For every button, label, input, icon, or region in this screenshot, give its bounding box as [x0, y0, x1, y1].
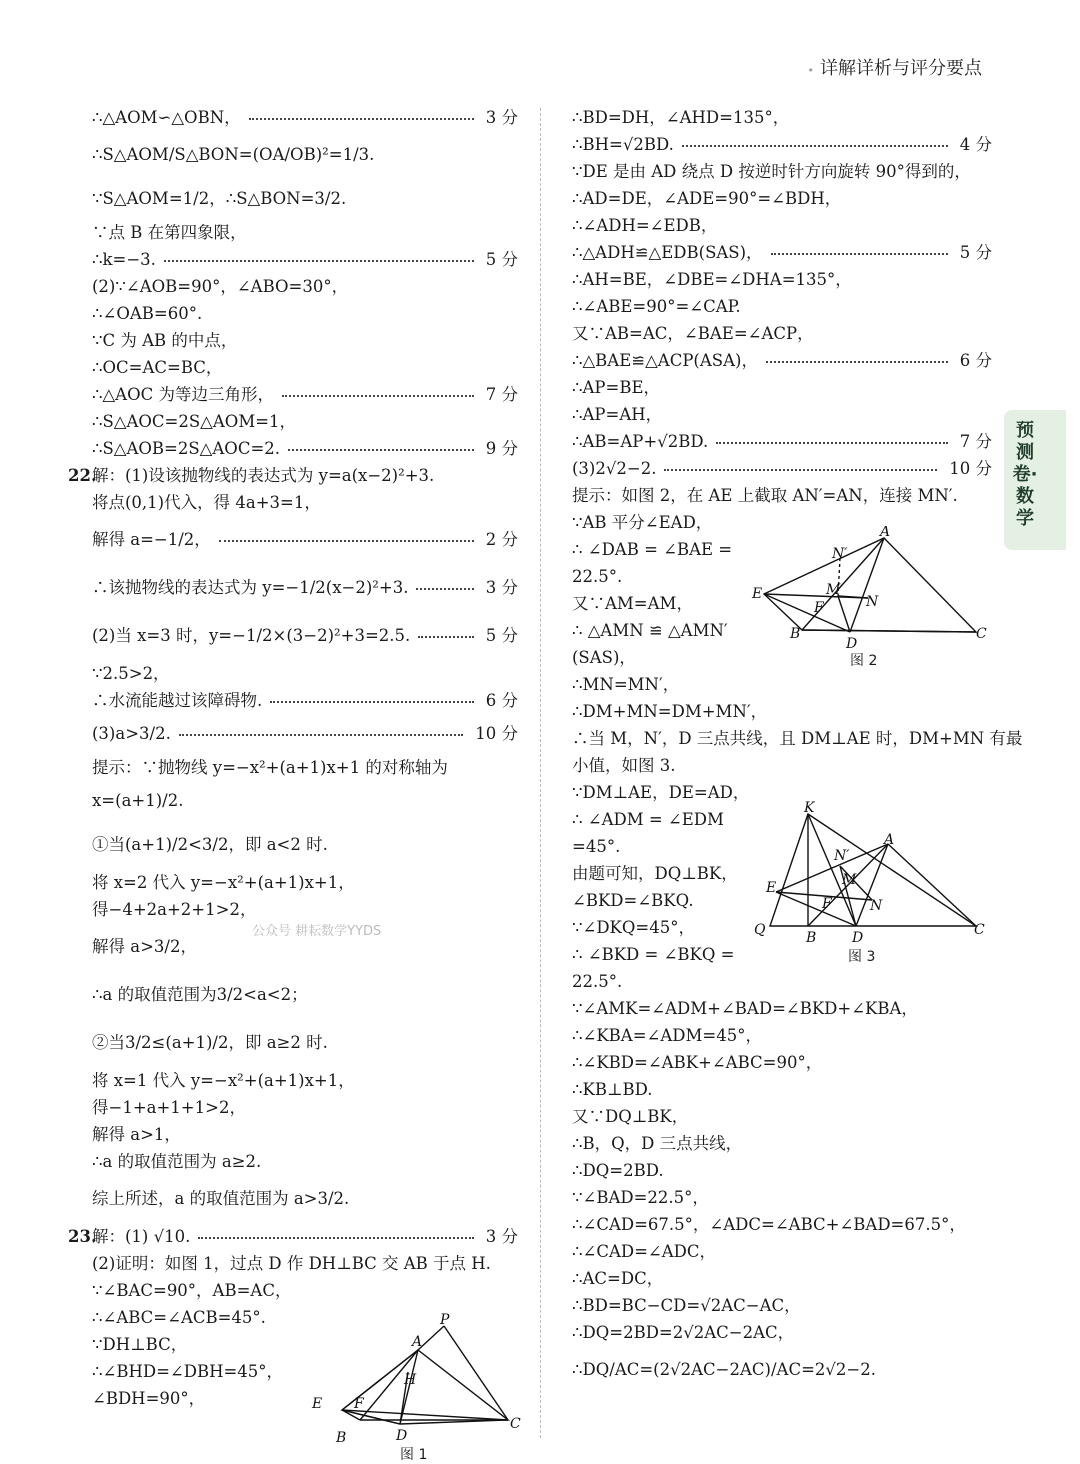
dotted-leader	[664, 469, 937, 471]
solution-text: 综上所述，a 的取值范围为 a>3/2.	[92, 1189, 350, 1208]
figure-1	[308, 1312, 528, 1463]
fig3-label-B: B	[806, 930, 817, 946]
left-line	[92, 408, 518, 435]
left-line	[92, 104, 518, 131]
solution-text: 将 x=1 代入 y=−x²+(a+1)x+1，	[92, 1071, 355, 1090]
score-mark: 5 分	[482, 612, 518, 660]
fig2-label-N-prime: N′	[832, 546, 848, 562]
left-line	[92, 754, 518, 781]
right-line	[572, 860, 762, 887]
right-line	[572, 131, 992, 158]
dotted-leader	[198, 1237, 473, 1239]
solution-text: ②当3/2≤(a+1)/2，即 a≥2 时.	[92, 1033, 328, 1052]
left-line	[92, 300, 518, 327]
left-line	[92, 1250, 518, 1277]
fig1-label-F: F	[354, 1396, 364, 1412]
dotted-leader	[288, 449, 474, 451]
fig2-label-D: D	[846, 636, 858, 652]
score-mark: 3 分	[482, 1223, 518, 1250]
fig1-caption: 图 1	[400, 1447, 428, 1463]
figure-2	[750, 526, 990, 669]
right-line	[572, 752, 992, 779]
fig2-label-B: B	[790, 626, 801, 642]
solution-text: x=(a+1)/2.	[92, 791, 184, 810]
solution-text: ∴AH=BE，∠DBE=∠DHA=135°，	[572, 270, 852, 289]
solution-text: 22.5°.	[572, 972, 623, 991]
left-line	[92, 781, 518, 821]
solution-text: ∴ ∠DAB = ∠BAE =	[572, 540, 733, 559]
solution-text: ∴∠ABC=∠ACB=45°.	[92, 1308, 266, 1327]
left-line	[92, 179, 518, 219]
left-line	[92, 1067, 518, 1094]
left-line	[92, 1148, 518, 1175]
right-line	[572, 1049, 992, 1076]
left-line	[92, 869, 518, 896]
right-line	[572, 563, 762, 590]
solution-text: 解得 a>1，	[92, 1125, 181, 1144]
solution-text: ∴AP=BE，	[572, 378, 661, 397]
solution-text: 解：(1)设该抛物线的表达式为 y=a(x−2)²+3.	[92, 466, 435, 485]
dotted-leader	[682, 145, 948, 147]
fig1-label-H: H	[404, 1372, 417, 1388]
right-line	[572, 347, 992, 374]
left-line	[92, 354, 518, 381]
left-line	[92, 1121, 518, 1148]
left-line	[92, 489, 518, 516]
fig2-label-N: N	[866, 594, 879, 610]
solution-text: 解得 a>3/2，	[92, 937, 197, 956]
solution-text: 得−4+2a+2+1>2，	[92, 900, 257, 919]
solution-text: =45°.	[572, 837, 621, 856]
solution-text: 由题可知，DQ⊥BK，	[572, 864, 738, 883]
fig3-label-Q: Q	[754, 922, 766, 938]
solution-text: ∴MN=MN′，	[572, 675, 680, 694]
right-line	[572, 1130, 992, 1157]
fig1-label-C: C	[510, 1416, 521, 1432]
solution-text: ∴BD=BC−CD=√2AC−AC，	[572, 1296, 801, 1315]
solution-text: ∵∠BAD=22.5°，	[572, 1188, 709, 1207]
solution-text: ∴OC=AC=BC，	[92, 358, 223, 377]
left-line	[92, 714, 518, 754]
solution-text: ∴∠KBA=∠ADM=45°，	[572, 1026, 762, 1045]
fig2-caption: 图 2	[850, 653, 878, 669]
right-line	[572, 1319, 992, 1346]
left-line	[92, 1175, 518, 1223]
right-line	[572, 698, 992, 725]
left-line	[92, 1019, 518, 1067]
solution-text: ∴DQ=2BD=2√2AC−2AC，	[572, 1323, 795, 1342]
right-line	[572, 1238, 992, 1265]
solution-text: ∠BKD=∠BKQ.	[572, 891, 694, 910]
solution-text: (2)当 x=3 时，y=−1/2×(3−2)²+3=2.5.	[92, 626, 411, 645]
left-line	[92, 971, 518, 1019]
left-line	[92, 660, 518, 687]
right-line	[572, 1022, 992, 1049]
right-line	[572, 806, 762, 833]
solution-text: (SAS)，	[572, 648, 636, 667]
solution-text: 22.5°.	[572, 567, 623, 586]
score-mark: 10 分	[471, 714, 518, 754]
left-line	[92, 896, 518, 923]
solution-text: ∴△AOC 为等边三角形，	[92, 385, 274, 404]
right-line	[572, 293, 992, 320]
right-line	[572, 158, 992, 185]
solution-text: ∴BD=DH，∠AHD=135°，	[572, 108, 790, 127]
fig2-label-C: C	[976, 626, 987, 642]
watermark: 公众号 耕耘数学YYDS	[252, 924, 382, 939]
solution-text: ∴k=−3.	[92, 250, 156, 269]
page-header	[808, 54, 983, 80]
solution-text: ∴a 的取值范围为3/2<a<2；	[92, 985, 308, 1004]
fig1-label-D: D	[396, 1428, 408, 1444]
solution-text: 解得 a=−1/2，	[92, 530, 211, 549]
fig2-label-E: E	[752, 586, 763, 602]
solution-text: ∴BH=√2BD.	[572, 135, 674, 154]
header-title: 详解详析与评分要点	[820, 58, 982, 79]
solution-text: ∵∠AMK=∠ADM+∠BAD=∠BKD+∠KBA，	[572, 999, 918, 1018]
fig3-label-N-prime: N′	[834, 848, 850, 864]
solution-text: ∵AB 平分∠EAD，	[572, 513, 713, 532]
left-line	[92, 273, 518, 300]
solution-text: (3)a>3/2.	[92, 724, 171, 743]
right-line	[572, 1265, 992, 1292]
solution-text: (2)证明：如图 1，过点 D 作 DH⊥BC 交 AB 于点 H.	[92, 1254, 491, 1273]
right-line	[572, 428, 992, 455]
solution-text: ∴∠BHD=∠DBH=45°，	[92, 1362, 284, 1381]
right-line	[572, 1157, 992, 1184]
dotted-leader	[179, 734, 463, 736]
solution-text: ∴S△AOC=2S△AOM=1，	[92, 412, 297, 431]
score-mark: 3 分	[482, 564, 518, 612]
solution-text: ∵DE 是由 AD 绕点 D 按逆时针方向旋转 90°得到的，	[572, 162, 971, 181]
solution-text: ①当(a+1)/2<3/2，即 a<2 时.	[92, 835, 328, 854]
score-mark: 6 分	[482, 687, 518, 714]
left-line	[92, 1277, 518, 1304]
question-number: 22.	[68, 466, 97, 485]
right-column	[572, 104, 1023, 1394]
left-line	[92, 821, 518, 869]
right-line	[572, 320, 992, 347]
solution-text: ∴DM+MN=DM+MN′，	[572, 702, 768, 721]
header-dot-icon: •	[807, 64, 814, 77]
fig3-label-M: M	[842, 872, 857, 888]
score-mark: 9 分	[482, 435, 518, 462]
fig2-label-M: M	[826, 582, 841, 598]
solution-text: ∵2.5>2，	[92, 664, 170, 683]
solution-text: ∴KB⊥BD.	[572, 1080, 653, 1099]
solution-text: ∴AP=AH，	[572, 405, 663, 424]
right-line	[572, 401, 992, 428]
left-line	[92, 219, 518, 246]
score-mark: 3 分	[482, 104, 518, 131]
dotted-leader	[249, 118, 474, 120]
right-line	[572, 266, 992, 293]
left-column	[68, 104, 518, 1412]
solution-text: ∴ ∠BKD = ∠BKQ =	[572, 945, 735, 964]
right-line	[572, 1184, 992, 1211]
solution-text: ∠BDH=90°，	[92, 1389, 206, 1408]
solution-text: ∴∠CAD=∠ADC，	[572, 1242, 717, 1261]
solution-text: 将点(0,1)代入，得 4a+3=1，	[92, 493, 321, 512]
solution-text: ∴水流能越过该障碍物.	[92, 691, 263, 710]
solution-text: 小值，如图 3.	[572, 756, 676, 775]
score-mark: 2 分	[482, 516, 518, 564]
solution-text: ∴S△AOM/S△BON=(OA/OB)²=1/3.	[92, 145, 375, 164]
right-line	[572, 725, 1023, 752]
solution-text: ∵DM⊥AE，DE=AD，	[572, 783, 750, 802]
fig3-label-D: D	[852, 930, 864, 946]
solution-text: 又∵AB=AC，∠BAE=∠ACP，	[572, 324, 814, 343]
fig1-label-P: P	[440, 1312, 450, 1328]
solution-text: ∴当 M，N′，D 三点共线，且 DM⊥AE 时，DM+MN 有最	[572, 729, 1023, 748]
dotted-leader	[219, 540, 474, 542]
left-line	[92, 381, 518, 408]
right-line	[572, 185, 992, 212]
solution-text: ∴∠ABE=90°=∠CAP.	[572, 297, 741, 316]
right-line	[572, 1346, 992, 1394]
right-line	[572, 590, 762, 617]
solution-text: ∴∠KBD=∠ABK+∠ABC=90°，	[572, 1053, 823, 1072]
fig1-label-A: A	[412, 1334, 423, 1350]
solution-text: ∴a 的取值范围为 a≥2.	[92, 1152, 262, 1171]
left-line	[92, 612, 518, 660]
solution-text: 又∵DQ⊥BK，	[572, 1107, 689, 1126]
solution-text: ∴△ADH≌△EDB(SAS)，	[572, 243, 763, 262]
score-mark: 7 分	[956, 428, 992, 455]
solution-text: ∴∠OAB=60°.	[92, 304, 203, 323]
left-line	[92, 1094, 518, 1121]
right-line	[572, 833, 762, 860]
solution-text: 提示：如图 2，在 AE 上截取 AN′=AN，连接 MN′.	[572, 486, 958, 505]
solution-text: ∴该抛物线的表达式为 y=−1/2(x−2)²+3.	[92, 578, 409, 597]
dotted-leader	[164, 260, 474, 262]
side-tab	[1004, 410, 1066, 550]
score-mark: 7 分	[482, 381, 518, 408]
solution-text: ∴AC=DC，	[572, 1269, 664, 1288]
right-line	[572, 1103, 992, 1130]
solution-text: ∵C 为 AB 的中点，	[92, 331, 238, 350]
score-mark: 6 分	[956, 347, 992, 374]
fig3-label-E: E	[766, 880, 777, 896]
solution-text: 提示：∵抛物线 y=−x²+(a+1)x+1 的对称轴为	[92, 758, 448, 777]
solution-text: ∵∠BAC=90°，AB=AC，	[92, 1281, 292, 1300]
dotted-leader	[270, 701, 474, 703]
column-divider	[540, 108, 541, 1438]
solution-text: ∴△AOM∽△OBN，	[92, 108, 241, 127]
solution-text: (3)2√2−2.	[572, 459, 657, 478]
solution-text: ∴B，Q，D 三点共线，	[572, 1134, 743, 1153]
right-line	[572, 887, 762, 914]
score-mark: 5 分	[482, 246, 518, 273]
solution-text: 将 x=2 代入 y=−x²+(a+1)x+1，	[92, 873, 355, 892]
right-line	[572, 617, 762, 644]
left-line	[92, 435, 518, 462]
right-line	[572, 455, 992, 482]
right-line	[572, 509, 762, 536]
solution-text: ∴△BAE≌△ACP(ASA)，	[572, 351, 758, 370]
left-line	[68, 1223, 518, 1250]
left-line	[92, 564, 518, 612]
solution-text: ∴ △AMN ≌ △AMN′	[572, 621, 728, 640]
solution-text: 又∵AM=AM，	[572, 594, 693, 613]
fig3-label-K: K	[804, 800, 815, 816]
solution-text: 解：(1) √10.	[92, 1227, 191, 1246]
solution-text: ∴DQ=2BD.	[572, 1161, 664, 1180]
score-mark: 4 分	[956, 131, 992, 158]
dotted-leader	[771, 253, 948, 255]
right-line	[572, 374, 992, 401]
dotted-leader	[766, 361, 948, 363]
solution-text: ∵点 B 在第四象限，	[92, 223, 247, 242]
fig3-caption: 图 3	[848, 949, 876, 965]
right-line	[572, 914, 762, 941]
dotted-leader	[418, 636, 473, 638]
solution-text: ∵S△AOM=1/2，∴S△BON=3/2.	[92, 189, 347, 208]
dotted-leader	[716, 442, 948, 444]
question-number: 23.	[68, 1227, 97, 1246]
solution-text: ∴ ∠ADM = ∠EDM	[572, 810, 724, 829]
left-line	[92, 687, 518, 714]
right-line	[572, 1076, 992, 1103]
solution-text: ∵∠DKQ=45°，	[572, 918, 695, 937]
fig3-label-C: C	[974, 922, 985, 938]
dotted-leader	[282, 395, 474, 397]
left-line	[92, 131, 518, 179]
right-line	[572, 536, 762, 563]
left-line	[92, 327, 518, 354]
solution-text: ∴S△AOB=2S△AOC=2.	[92, 439, 281, 458]
solution-text: ∵DH⊥BC，	[92, 1335, 188, 1354]
right-line	[572, 239, 992, 266]
right-line	[572, 104, 992, 131]
left-line	[92, 516, 518, 564]
fig2-label-A: A	[880, 526, 891, 540]
fig3-label-N: N	[870, 898, 883, 914]
score-mark: 10 分	[945, 455, 992, 482]
solution-text: ∴AB=AP+√2BD.	[572, 432, 709, 451]
right-line	[572, 941, 762, 968]
solution-text: (2)∵∠AOB=90°，∠ABO=30°，	[92, 277, 349, 296]
fig1-label-B: B	[336, 1430, 347, 1446]
right-line	[572, 671, 992, 698]
left-line	[68, 462, 518, 489]
solution-text: ∴∠CAD=67.5°，∠ADC=∠ABC+∠BAD=67.5°，	[572, 1215, 966, 1234]
right-line	[572, 968, 762, 995]
fig2-label-F: F	[814, 600, 824, 616]
right-line	[572, 1211, 992, 1238]
side-tab-label: 预测卷·数学	[1012, 420, 1038, 529]
fig3-label-F: F	[822, 896, 832, 912]
solution-text: ∴AD=DE，∠ADE=90°=∠BDH，	[572, 189, 842, 208]
right-line	[572, 482, 992, 509]
solution-text: ∴∠ADH=∠EDB，	[572, 216, 718, 235]
left-line	[92, 246, 518, 273]
right-line	[572, 779, 762, 806]
right-line	[572, 995, 992, 1022]
fig1-label-E: E	[312, 1396, 323, 1412]
fig3-label-A: A	[884, 832, 895, 848]
figure-3	[752, 800, 988, 965]
right-line	[572, 212, 992, 239]
solution-text: ∴DQ/AC=(2√2AC−2AC)/AC=2√2−2.	[572, 1360, 876, 1379]
right-line	[572, 1292, 992, 1319]
right-line	[572, 644, 762, 671]
dotted-leader	[416, 588, 473, 590]
solution-text: 得−1+a+1+1>2，	[92, 1098, 246, 1117]
score-mark: 5 分	[956, 239, 992, 266]
